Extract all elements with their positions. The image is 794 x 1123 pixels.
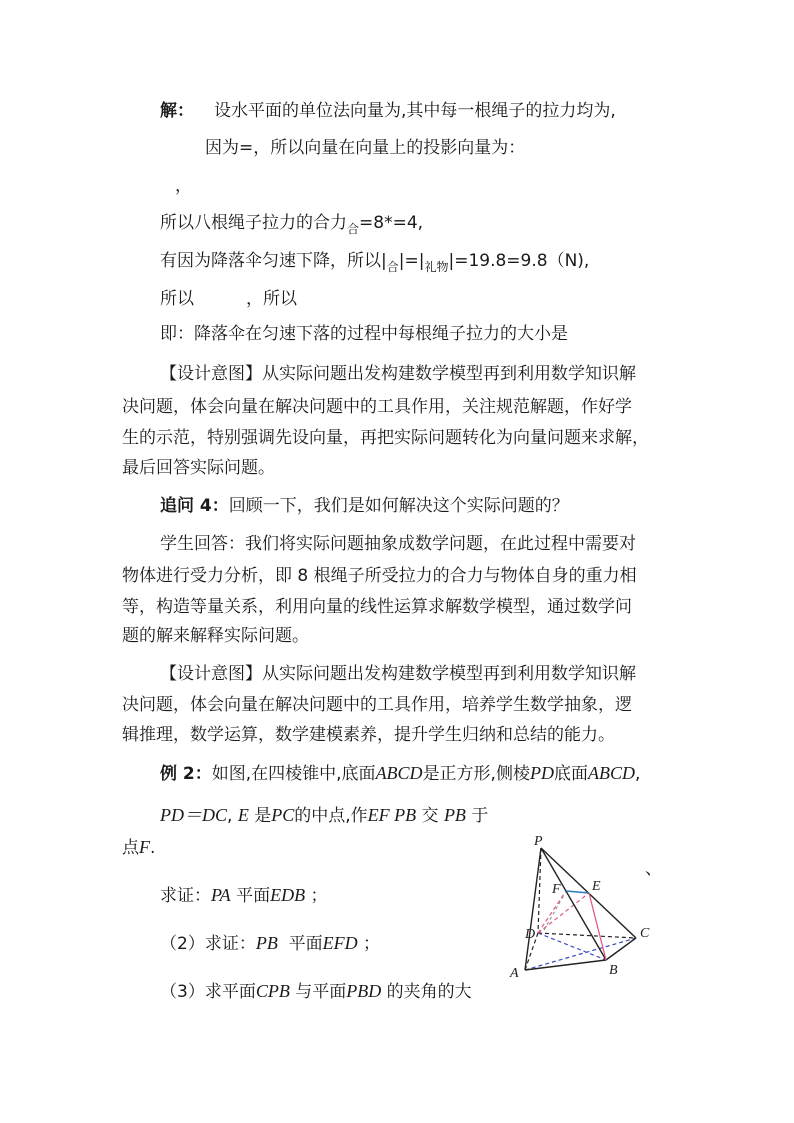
line-ef — [566, 891, 589, 893]
math-abcd: ABCD — [587, 763, 635, 783]
stray-mark: 、 — [645, 859, 662, 879]
example2-text: 是正方形,侧棱 — [422, 764, 530, 784]
math-pb: PB — [443, 805, 466, 825]
example2-text: 如图,在四棱锥中,底面 — [211, 764, 376, 784]
label-p: P — [534, 835, 543, 849]
line-ac — [525, 938, 636, 970]
edge-bc — [606, 938, 636, 960]
question-1 — [160, 884, 327, 907]
example2-line-1 — [160, 762, 640, 785]
solution-text-1: 设水平面的单位法向量为,其中每一根绳子的拉力均为, — [214, 101, 616, 121]
question-text: 的夹角的大 — [386, 982, 472, 1002]
math-abcd: ABCD — [375, 763, 423, 783]
solution-text-5b: |=| — [398, 251, 425, 271]
math-efd: EFD — [322, 933, 358, 953]
line-eb — [589, 893, 606, 960]
label-a: A — [510, 966, 519, 981]
question-text: （2）求证： — [160, 934, 256, 954]
solution-sub-5b: 礼物 — [424, 260, 449, 274]
label-b: B — [609, 963, 618, 978]
question-text: 平面 — [236, 886, 271, 906]
solution-line-5 — [160, 250, 589, 273]
solution-line-7: 即：降落伞在匀速下落的过程中每根绳子拉力的大小是 — [160, 324, 568, 344]
example2-label: 例 2： — [160, 764, 212, 784]
solution-sub-5a: 合 — [386, 260, 399, 274]
design1-line-2: 决问题，体会向量在解决问题中的工具作用，关注规范解题，作好学 — [122, 397, 632, 417]
math-cpb: CPB — [255, 981, 290, 1001]
example2-text: 交 — [421, 806, 439, 826]
solution-text-5a: 有因为降落伞匀速下降，所以| — [160, 251, 387, 271]
solution-line-2: 因为=，所以向量在向量上的投影向量为： — [205, 138, 526, 158]
line-df — [538, 891, 566, 933]
math-f: F — [139, 837, 150, 857]
example2-text: , — [227, 806, 233, 826]
example2-text: 底面 — [553, 764, 588, 784]
followup-text: 回顾一下，我们是如何解决这个实际问题的？ — [228, 496, 569, 516]
example2-text: 是 — [254, 806, 272, 826]
followup-label: 追问 4： — [160, 496, 229, 516]
label-c: C — [640, 926, 650, 941]
example2-text: 于 — [471, 806, 489, 826]
solution-line-4 — [160, 212, 423, 235]
edge-dc — [538, 933, 636, 938]
solution-sub-4: 合 — [347, 222, 360, 236]
answer-line-4: 题的解来解释实际问题。 — [122, 626, 309, 646]
solution-label: 解： — [160, 101, 194, 121]
question-text: ； — [363, 934, 381, 954]
followup-line — [160, 495, 569, 517]
question-2 — [160, 932, 380, 955]
example2-text: 点 — [122, 838, 139, 858]
design2-line-1: 【设计意图】从实际问题出发构建数学模型再到利用数学知识解 — [160, 664, 636, 684]
label-e: E — [592, 879, 601, 894]
solution-text-6a: 所以 — [160, 289, 194, 309]
line-de — [538, 893, 589, 933]
design1-line-3: 生的示范，特别强调先设向量，再把实际问题转化为向量问题来求解， — [122, 428, 649, 448]
math-e: E — [237, 805, 249, 825]
math-pd: PD — [529, 763, 554, 783]
solution-line-3: ， — [175, 176, 192, 196]
question-text: 与平面 — [295, 982, 347, 1002]
answer-line-1: 学生回答：我们将实际问题抽象成数学问题，在此过程中需要对 — [160, 534, 636, 554]
math-ef-pb: EF PB — [367, 805, 417, 825]
example2-line-2 — [160, 804, 488, 827]
edge-pa — [525, 848, 541, 970]
example2-text: , — [634, 764, 641, 784]
math-pbd: PBD — [346, 981, 382, 1001]
answer-line-2: 物体进行受力分析，即 8 根绳子所受拉力的合力与物体自身的重力相 — [122, 566, 637, 586]
solution-text-4b: =8*=4, — [359, 213, 424, 233]
math-edb: EDB — [270, 885, 306, 905]
solution-text-4a: 所以八根绳子拉力的合力 — [160, 213, 347, 233]
design2-line-3: 辑推理，数学运算，数学建模素养，提升学生归纳和总结的能力。 — [122, 725, 615, 745]
label-d: D — [525, 927, 536, 942]
solution-text-5c: |=19.8=9.8（N), — [448, 251, 590, 271]
question-text: （3）求平面 — [160, 982, 256, 1002]
math-pa: PA — [211, 885, 231, 905]
line-fd2 — [544, 895, 564, 930]
example2-text: . — [150, 838, 156, 858]
solution-line-6 — [160, 288, 297, 310]
design2-line-2: 决问题，体会向量在解决问题中的工具作用，培养学生数学抽象，逻 — [122, 695, 632, 715]
question-3 — [160, 980, 472, 1003]
label-f: F — [552, 882, 561, 897]
math-pd-dc: PD＝DC — [160, 805, 227, 825]
example2-line-3 — [122, 836, 155, 859]
pyramid-figure — [500, 835, 670, 985]
solution-line-1 — [160, 100, 616, 122]
design1-line-1: 【设计意图】从实际问题出发构建数学模型再到利用数学知识解 — [160, 364, 636, 384]
design1-line-4: 最后回答实际问题。 — [122, 458, 275, 478]
edge-ab — [525, 960, 606, 970]
question-text: ； — [310, 886, 328, 906]
question-text: 平面 — [288, 934, 323, 954]
edge-pb — [541, 848, 606, 960]
question-text: 求证： — [160, 886, 211, 906]
math-pb: PB — [255, 933, 278, 953]
math-pc: PC — [271, 805, 295, 825]
solution-text-6b: ，所以 — [246, 289, 297, 309]
answer-line-3: 等，构造等量关系，利用向量的线性运算求解数学模型，通过数学问 — [122, 597, 632, 617]
example2-text: 的中点,作 — [294, 806, 368, 826]
